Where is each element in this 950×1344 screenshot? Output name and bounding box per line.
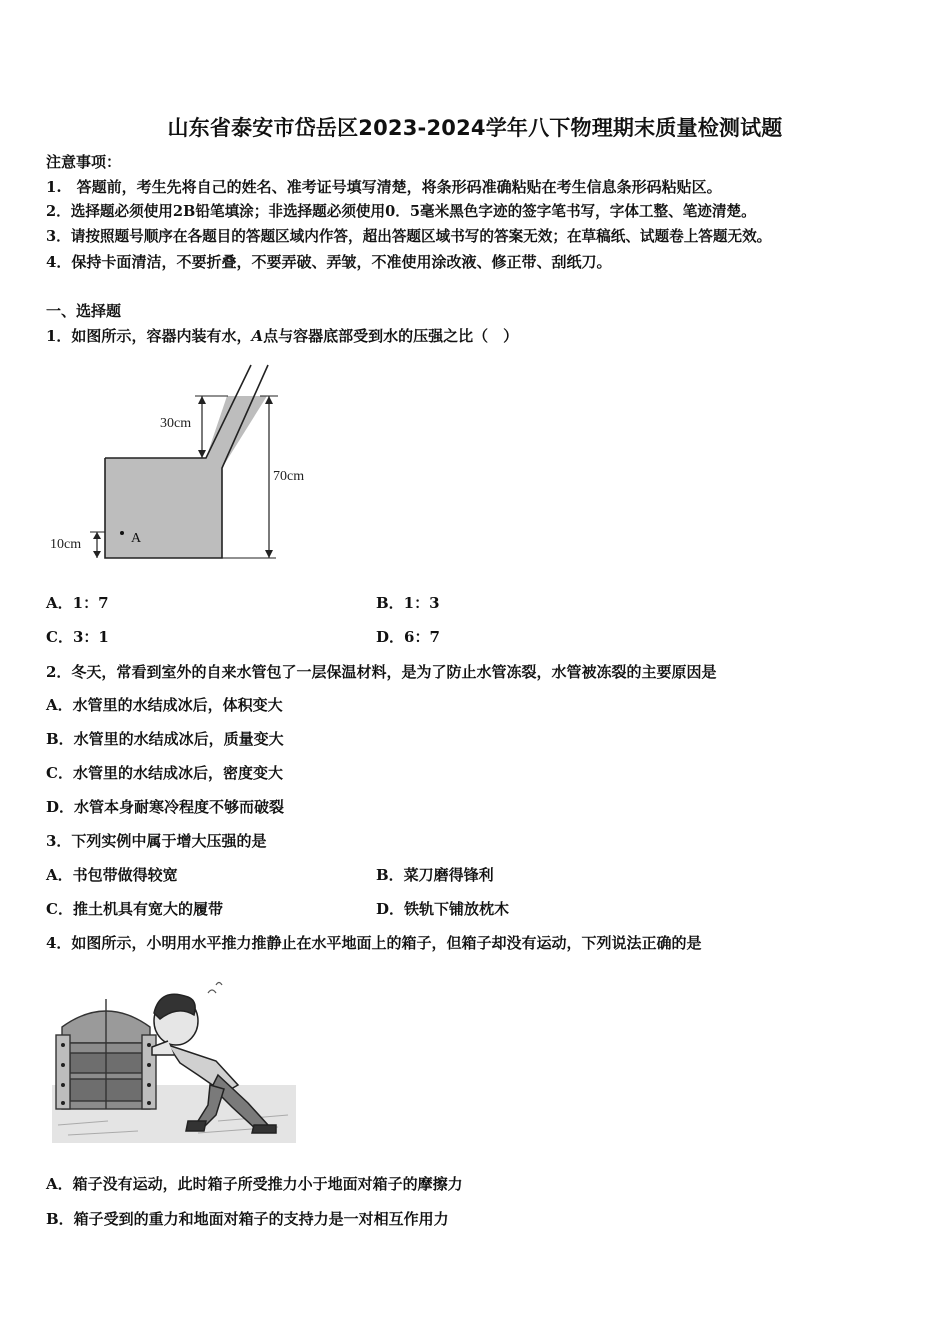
arrow-head [93,551,101,558]
option-b: B．1：3 [376,594,440,612]
question-1-stem [46,326,518,346]
arrow-head [198,396,206,404]
option-b: B．水管里的水结成冰后，质量变大 [46,730,284,748]
option-d: D．水管本身耐寒冷程度不够而破裂 [46,798,285,816]
container-figure [40,360,320,570]
option-c: C．水管里的水结成冰后，密度变大 [46,764,283,782]
option-b: B．箱子受到的重力和地面对箱子的支持力是一对相互作用力 [46,1210,449,1228]
option-a: A．1：7 [46,594,109,612]
notice-item: 3．请按照题号顺序在各题目的答题区域内作答，超出答题区域书写的答案无效；在草稿纸、试题卷上答题无效。 [46,228,772,245]
option-c: C．推土机具有宽大的履带 [46,900,223,918]
label-70cm: 70cm [273,469,305,484]
label-10cm: 10cm [50,537,82,552]
question-4-stem: 4．如图所示，小明用水平推力推静止在水平地面上的箱子，但箱子却没有运动，下列说法正确的是 [46,934,702,952]
question-3-stem: 3．下列实例中属于增大压强的是 [46,832,267,850]
option-d: D．6：7 [376,628,440,646]
point-a-label: A [251,327,264,345]
option-b: B．菜刀磨得锋利 [376,866,494,884]
notice-item: 4．保持卡面清洁，不要折叠，不要弄破、弄皱，不准使用涂改液、修正带、刮纸刀。 [46,253,612,271]
label-30cm: 30cm [160,416,192,431]
notice-heading: 注意事项： [46,153,122,171]
arrow-head [265,550,273,558]
option-d: D．铁轨下铺放枕木 [376,900,510,918]
arrow-head [198,450,206,458]
stem-text: 1．如图所示，容器内装有水， [46,327,252,345]
option-a: A．箱子没有运动，此时箱子所受推力小于地面对箱子的摩擦力 [46,1175,463,1193]
label-a: A [131,531,142,546]
boy-pushing-chest-figure [48,975,300,1147]
section-heading: 一、选择题 [46,302,122,320]
page-title: 山东省泰安市岱岳区2023-2024学年八下物理期末质量检测试题 [167,116,783,140]
question-2-stem: 2．冬天，常看到室外的自来水管包了一层保温材料，是为了防止水管冻裂，水管被冻裂的主要原因是 [46,663,717,681]
option-a: A．水管里的水结成冰后，体积变大 [46,696,283,714]
option-c: C．3：1 [46,628,109,646]
stem-text: 点与容器底部受到水的压强之比（ ） [263,327,519,345]
notice-item: 1. 答题前，考生先将自己的姓名、准考证号填写清楚，将条形码准确粘贴在考生信息条形码粘贴区。 [46,178,722,196]
arrow-head [93,532,101,539]
option-a: A．书包带做得较宽 [46,866,178,884]
chest [56,999,156,1109]
notice-item: 2．选择题必须使用2B铅笔填涂；非选择题必须使用0．5毫米黑色字迹的签字笔书写，字体工整、笔迹清楚。 [46,203,756,220]
point-a [120,531,124,535]
